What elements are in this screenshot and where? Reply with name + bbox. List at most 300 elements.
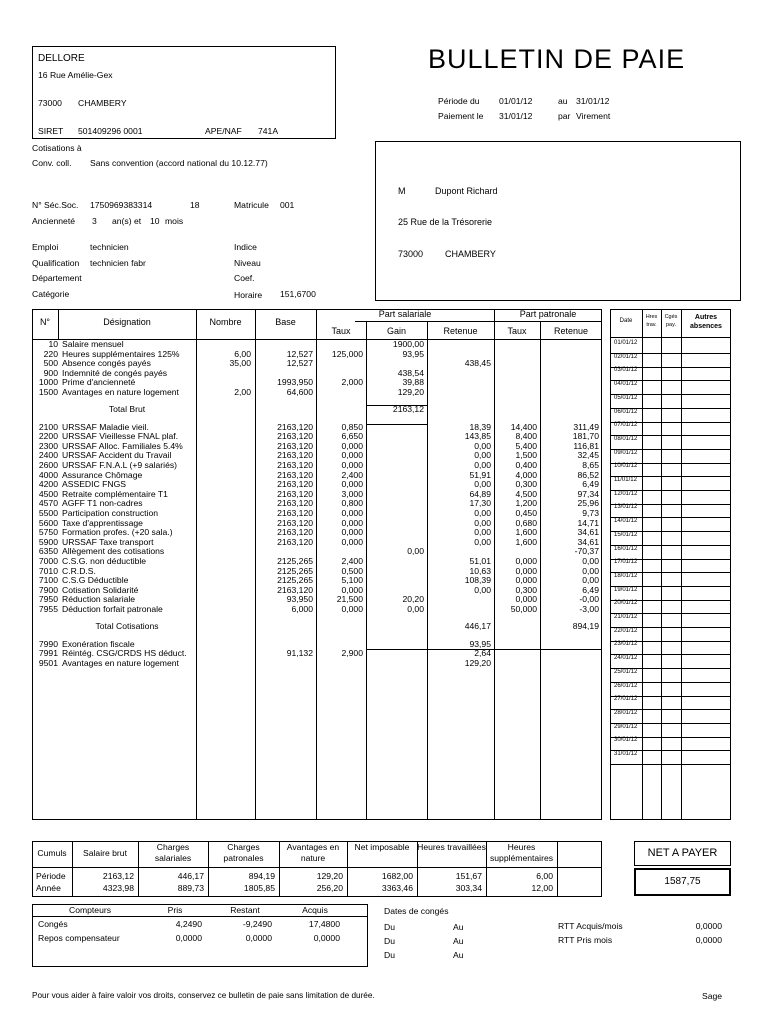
cumuls-value: 1805,85: [243, 883, 275, 893]
cell-taux: 21,500: [336, 594, 363, 605]
col-gain: Gain: [386, 326, 406, 336]
cell-n: 7955: [38, 604, 58, 614]
table-row: [0, 479, 600, 489]
cumuls-value: 6,00: [536, 871, 553, 881]
cell-base: 12,527: [286, 348, 313, 359]
qualif-label: Qualification: [32, 258, 80, 268]
cell-base: 2125,265: [277, 565, 313, 576]
calendar-date: 06/01/12: [614, 408, 638, 415]
cumuls-header: Salaire brut: [83, 848, 127, 858]
cell-gain: 438,54: [397, 367, 424, 378]
cell-n: 7950: [38, 594, 58, 605]
horaire-value: 151,6700: [280, 289, 316, 299]
compteurs-label: Repos compensateur: [38, 933, 120, 943]
cell-ret: 0,00: [474, 536, 491, 547]
calendar-date: 24/01/12: [614, 655, 638, 662]
cell-taux: 0,000: [341, 517, 363, 528]
cell-base: 2163,120: [277, 584, 313, 595]
cell-ret: 129,20: [464, 657, 491, 668]
conges-au-2: Au: [453, 936, 464, 946]
cell-d: AGFF T1 non-cadres: [62, 498, 143, 509]
cell-d: Absence congés payés: [62, 358, 151, 369]
cumuls-header: Charges salariales: [154, 842, 192, 863]
conges-du-2: Du: [384, 936, 395, 946]
cell-d: URSSAF Accident du Travail: [62, 450, 172, 461]
cell-taux: 2,900: [341, 648, 363, 659]
table-row: [0, 508, 600, 518]
calendar-date: 08/01/12: [614, 435, 638, 442]
cumuls-header: Cumuls: [37, 848, 67, 858]
cell-rp: 894,19: [572, 620, 599, 631]
cell-tp: 0,300: [515, 584, 537, 595]
cell-n: 1000: [38, 377, 58, 388]
cumuls-value: 1682,00: [381, 871, 413, 881]
compteurs-header: Compteurs: [68, 905, 112, 915]
calendar-date: 20/01/12: [614, 600, 638, 607]
calendar-date: 01/01/12: [614, 340, 638, 346]
anciennete-label: Ancienneté: [32, 216, 76, 226]
cumuls-value: 446,17: [177, 871, 204, 881]
cell-base: 2163,120: [277, 440, 313, 451]
cell-n: 1500: [38, 387, 58, 397]
cell-base: 2163,120: [277, 460, 313, 470]
cell-n: 7990: [38, 638, 58, 649]
cell-n: 7991: [38, 648, 58, 659]
cell-n: 4000: [38, 469, 58, 480]
cumuls-value: 3363,46: [381, 883, 413, 893]
cumuls-value: 4323,98: [102, 883, 134, 893]
table-row: [0, 368, 600, 378]
cumuls-row-label: Période: [36, 871, 66, 881]
compteurs-header: Acquis: [302, 905, 328, 915]
table-row: [0, 387, 600, 397]
periode-au-label: au: [558, 96, 568, 106]
cell-taux: 0,500: [341, 565, 363, 576]
cell-rp: 6,49: [582, 479, 599, 490]
paiement-mode: Virement: [576, 111, 611, 121]
cell-ret: 0,00: [474, 517, 491, 528]
cell-taux: 125,000: [331, 348, 363, 359]
col-retenue-patronale: Retenue: [553, 326, 589, 336]
cell-n: 2200: [38, 431, 58, 442]
categorie-label: Catégorie: [32, 289, 70, 299]
cell-rp: -0,00: [579, 594, 599, 605]
cell-ret: 108,39: [464, 575, 491, 586]
cell-gain: 1900,00: [392, 339, 424, 349]
table-row: [0, 658, 600, 668]
cell-base: 6,000: [291, 604, 313, 614]
cumuls-header: Heures supplémentaires: [489, 842, 554, 863]
cell-tp: 0,450: [515, 508, 537, 518]
conv-label: Conv. coll.: [32, 158, 72, 168]
cell-n: 2400: [38, 450, 58, 461]
paiement-par-label: par: [558, 111, 571, 121]
matricule-value: 001: [280, 200, 295, 210]
cell-d: Assurance Chômage: [62, 469, 143, 480]
cell-rp: 25,96: [577, 498, 599, 509]
cell-tp: 5,400: [515, 440, 537, 451]
cell-base: 2163,120: [277, 469, 313, 480]
cell-taux: 0,000: [341, 440, 363, 451]
secsoc-key: 18: [190, 200, 200, 210]
cumuls-value: 303,34: [455, 883, 482, 893]
cell-tp: 1,600: [515, 527, 537, 538]
coef-label: Coef.: [234, 273, 255, 283]
cell-base: 2163,120: [277, 527, 313, 538]
cell-tp: 14,400: [510, 421, 537, 432]
cumuls-header: Avantages en nature: [286, 842, 340, 863]
cell-tp: 0,000: [515, 556, 537, 566]
col-nombre: Nombre: [209, 317, 242, 327]
cell-d: Taxe d'apprentissage: [62, 517, 143, 528]
cell-ret: 18,39: [469, 421, 491, 432]
cell-d: Total Cotisations: [95, 620, 159, 631]
table-row: [0, 556, 600, 566]
cell-d: Déduction forfait patronale: [62, 604, 163, 614]
table-row: [0, 585, 600, 595]
cell-base: 64,600: [286, 387, 313, 397]
matricule-label: Matricule: [234, 200, 269, 210]
cell-rp: 14,71: [577, 517, 599, 528]
col-taux-patronal: Taux: [507, 326, 527, 336]
cal-cges-label: Cgés pay.: [664, 314, 678, 328]
calendar-date: 07/01/12: [614, 422, 638, 429]
table-row: [0, 441, 600, 451]
cell-taux: 0,850: [341, 421, 363, 432]
cumuls-value: 12,00: [531, 883, 553, 893]
cell-ret: 51,01: [469, 556, 491, 566]
col-part-salariale: Part salariale: [378, 309, 432, 319]
mois-label: mois: [165, 216, 184, 226]
table-row: [0, 546, 600, 556]
cell-rp: -3,00: [579, 604, 599, 614]
cell-rp: 311,49: [573, 421, 599, 432]
cell-gain: 2163,12: [392, 403, 424, 414]
cell-base: 2163,120: [277, 498, 313, 509]
cell-d: Participation construction: [62, 508, 159, 518]
calendar-date: 09/01/12: [614, 449, 638, 456]
cell-d: C.S.G Déductible: [62, 575, 129, 586]
col-base: Base: [275, 317, 296, 327]
cell-tp: 4,000: [515, 469, 537, 480]
table-row: [0, 498, 600, 508]
cell-gain: 0,00: [407, 604, 424, 614]
rtt-acquis-label: RTT Acquis/mois: [558, 921, 623, 931]
secsoc-value: 1750969383314: [90, 200, 153, 210]
table-row: [0, 648, 600, 658]
cell-taux: 0,800: [341, 498, 363, 509]
cell-n: 9501: [38, 657, 58, 668]
cumuls-value: 894,19: [248, 871, 275, 881]
col-num: N°: [39, 317, 51, 327]
apenaf-label: APE/NAF: [205, 126, 242, 136]
cell-taux: 0,000: [341, 450, 363, 461]
siret-label: SIRET: [38, 126, 64, 136]
cumuls-value: 129,20: [316, 871, 343, 881]
table-row: [0, 537, 600, 547]
apenaf-value: 741A: [258, 126, 279, 136]
cell-taux: 2,400: [341, 469, 363, 480]
cell-gain: 39,88: [402, 377, 424, 388]
rtt-pris-label: RTT Pris mois: [558, 935, 613, 945]
cell-n: 7000: [38, 556, 58, 566]
employee-address: 25 Rue de la Trésorerie: [398, 217, 493, 227]
rtt-pris-value: 0,0000: [695, 935, 722, 945]
table-row: [0, 460, 600, 470]
cell-base: 2163,120: [277, 431, 313, 442]
cell-base: 2125,265: [277, 575, 313, 586]
cell-base: 12,527: [286, 358, 313, 369]
cell-d: Retraite complémentaire T1: [62, 488, 168, 499]
conges-du-3: Du: [384, 950, 395, 960]
calendar-date: 25/01/12: [614, 668, 638, 675]
cell-d: Indemnité de congés payés: [62, 367, 168, 378]
cell-d: URSSAF F.N.A.L (+9 salariés): [62, 460, 178, 470]
cell-n: 5600: [38, 517, 58, 528]
net-value: 1587,75: [664, 876, 701, 887]
cumuls-value: 256,20: [316, 883, 343, 893]
cell-taux: 2,400: [341, 556, 363, 566]
col-retenue: Retenue: [443, 326, 478, 336]
cell-tp: 1,500: [515, 450, 537, 461]
emploi-value: technicien: [90, 242, 129, 252]
cell-d: URSSAF Maladie vieil.: [62, 421, 149, 432]
table-row: [0, 339, 600, 349]
cell-tp: 0,000: [515, 575, 537, 586]
cell-nb: 6,00: [234, 348, 251, 359]
compteurs-acquis: 0,0000: [313, 933, 340, 943]
cell-taux: 0,000: [341, 536, 363, 547]
cell-d: Réduction salariale: [62, 594, 136, 605]
cell-n: 220: [43, 348, 58, 359]
calendar-date: 26/01/12: [614, 682, 638, 689]
cell-n: 7100: [38, 575, 58, 586]
cell-tp: 4,500: [515, 488, 537, 499]
cell-rp: 0,00: [582, 556, 599, 566]
cell-ret: 64,89: [469, 488, 491, 499]
anciennete-unit: an(s) et: [112, 216, 142, 226]
cell-taux: 5,100: [341, 575, 363, 586]
employee-name: Dupont Richard: [435, 186, 498, 196]
cell-rp: 97,34: [577, 488, 599, 499]
periode-from: 01/01/12: [499, 96, 533, 106]
table-row: [0, 639, 600, 649]
cotisations-label: Cotisations à: [32, 143, 82, 153]
calendar-date: 17/01/12: [614, 559, 638, 566]
employee-civ: M: [398, 186, 406, 196]
cell-rp: 116,81: [573, 440, 599, 451]
anciennete-value: 3: [92, 216, 97, 226]
cell-ret: 0,00: [474, 527, 491, 538]
cell-d: URSSAF Vieillesse FNAL plaf.: [62, 431, 179, 442]
conv-value: Sans convention (accord national du 10.12.77): [90, 158, 268, 168]
calendar-date: 19/01/12: [614, 586, 638, 593]
cell-tp: 8,400: [515, 431, 537, 442]
cell-rp: -70,37: [574, 546, 599, 557]
cell-taux: 0,000: [341, 479, 363, 490]
cell-base: 2163,120: [277, 536, 313, 547]
table-row: [0, 566, 600, 576]
cell-d: C.S.G. non déductible: [62, 556, 147, 566]
cell-n: 900: [43, 367, 58, 378]
cell-n: 4500: [38, 488, 58, 499]
cell-tp: 0,680: [515, 517, 537, 528]
col-designation: Désignation: [103, 317, 151, 327]
cell-gain: 0,00: [407, 546, 424, 557]
calendar-date: 15/01/12: [614, 531, 638, 538]
calendar-date: 04/01/12: [614, 381, 638, 388]
calendar-date: 10/01/12: [614, 463, 638, 470]
cell-d: Cotisation Solidarité: [62, 584, 139, 595]
compteurs-header: Pris: [167, 905, 183, 915]
compteurs-restant: 0,0000: [245, 933, 272, 943]
cell-base: 93,950: [286, 594, 313, 605]
cal-hres-label: Hres trav.: [645, 314, 658, 328]
table-row: [0, 604, 600, 614]
cell-base: 2163,120: [277, 479, 313, 490]
calendar-date: 14/01/12: [614, 518, 638, 525]
cumuls-value: 2163,12: [102, 871, 134, 881]
employee-city: CHAMBERY: [445, 249, 496, 259]
table-row: [0, 575, 600, 585]
cell-d: Total Brut: [108, 403, 146, 414]
cell-tp: 50,000: [510, 604, 537, 614]
cumuls-header: Heures travaillées: [417, 842, 486, 852]
cell-d: Heures supplémentaires 125%: [62, 348, 180, 359]
compteurs-pris: 4,2490: [175, 919, 202, 929]
cell-ret: 0,00: [474, 460, 491, 470]
calendar-date: 05/01/12: [614, 394, 638, 401]
calendar-date: 13/01/12: [614, 504, 638, 511]
cell-d: ASSEDIC FNGS: [62, 479, 126, 490]
cal-cges-header: [661, 313, 681, 329]
table-row: [0, 431, 600, 441]
cell-d: Prime d'ancienneté: [62, 377, 136, 388]
cal-hres-header: [642, 313, 661, 329]
table-row: [0, 594, 600, 604]
calendar-date: 22/01/12: [614, 627, 638, 634]
conges-du-1: Du: [384, 922, 395, 932]
siret-value: 501409296 0001: [78, 126, 143, 136]
cell-rp: 0,00: [582, 575, 599, 586]
cell-d: Allègement des cotisations: [62, 546, 165, 557]
cell-gain: 93,95: [402, 348, 424, 359]
conges-au-1: Au: [453, 922, 464, 932]
cell-base: 2163,120: [277, 517, 313, 528]
table-row: [0, 422, 600, 432]
cell-ret: 143,85: [464, 431, 491, 442]
table-row: [0, 621, 600, 631]
table-row: [0, 518, 600, 528]
cell-tp: 0,000: [515, 594, 537, 605]
cal-autres-label: Autres absences: [690, 314, 722, 330]
cell-base: 2163,120: [277, 421, 313, 432]
mois-value: 10: [150, 216, 160, 226]
cell-d: Exonération fiscale: [62, 638, 135, 649]
cumuls-row-label: Année: [36, 883, 61, 893]
compteurs-label: Congés: [38, 919, 68, 929]
horaire-label: Horaire: [234, 290, 263, 300]
periode-to: 31/01/12: [576, 96, 610, 106]
cumuls-value: 151,67: [455, 871, 482, 881]
cell-rp: 6,49: [582, 584, 599, 595]
calendar-date: 28/01/12: [614, 709, 638, 716]
compteurs-header: Restant: [230, 905, 260, 915]
cell-base: 1993,950: [277, 377, 313, 388]
cell-rp: 34,61: [577, 527, 599, 538]
cell-tp: 0,400: [515, 460, 537, 470]
employer-postcode: 73000: [38, 98, 62, 108]
cell-n: 4570: [38, 498, 58, 509]
cell-base: 2163,120: [277, 488, 313, 499]
cell-ret: 51,91: [469, 469, 491, 480]
cell-n: 5900: [38, 536, 58, 547]
table-row: [0, 358, 600, 368]
table-row: [0, 349, 600, 359]
calendar-date: 02/01/12: [614, 353, 638, 360]
cell-d: Réintég. CSG/CRDS HS déduct.: [62, 648, 187, 659]
cal-autres-header: [681, 313, 731, 331]
cell-d: URSSAF Taxe transport: [62, 536, 154, 547]
conges-au-3: Au: [453, 950, 464, 960]
calendar-date: 03/01/12: [614, 367, 638, 374]
cell-ret: 0,00: [474, 584, 491, 595]
cell-base: 2163,120: [277, 508, 313, 518]
compteurs-acquis: 17,4800: [308, 919, 340, 929]
cell-n: 5500: [38, 508, 58, 518]
cell-n: 10: [48, 339, 58, 349]
cell-taux: 3,000: [341, 488, 363, 499]
cell-tp: 0,300: [515, 479, 537, 490]
cell-rp: 0,00: [582, 565, 599, 576]
cell-rp: 34,61: [577, 536, 599, 547]
cell-ret: 0,00: [474, 440, 491, 451]
indice-label: Indice: [234, 242, 257, 252]
cell-d: C.R.D.S.: [62, 565, 96, 576]
table-row: [0, 470, 600, 480]
cell-rp: 9,73: [582, 508, 599, 518]
cell-ret: 2,64: [474, 648, 491, 659]
calendar-date: 21/01/12: [614, 614, 638, 620]
cumuls-header: Net imposable: [354, 842, 410, 852]
cell-taux: 0,000: [341, 460, 363, 470]
table-row: [0, 489, 600, 499]
cell-n: 500: [43, 358, 58, 369]
cell-ret: 10,63: [469, 565, 491, 576]
cell-n: 2100: [38, 421, 58, 432]
footer-note: Pour vous aider à faire valoir vos droits, conservez ce bulletin de paie sans limitation de durée.: [32, 991, 375, 1000]
table-row: [0, 450, 600, 460]
cell-rp: 8,65: [582, 460, 599, 470]
employee-postcode: 73000: [398, 249, 424, 259]
col-taux: Taux: [331, 326, 351, 336]
cell-rp: 86,52: [577, 469, 599, 480]
cell-nb: 2,00: [234, 387, 251, 397]
periode-label: Période du: [438, 96, 480, 106]
cumuls-value: 889,73: [177, 883, 204, 893]
compteurs-pris: 0,0000: [175, 933, 202, 943]
cell-base: 2125,265: [277, 556, 313, 566]
emploi-label: Emploi: [32, 242, 59, 252]
cell-n: 7900: [38, 584, 58, 595]
niveau-label: Niveau: [234, 258, 261, 268]
calendar-date: 16/01/12: [614, 545, 638, 552]
cell-nb: 35,00: [229, 358, 251, 369]
departement-label: Département: [32, 273, 82, 283]
cell-d: Avantages en nature logement: [62, 387, 179, 397]
cell-ret: 446,17: [464, 620, 491, 631]
employer-address: 16 Rue Amélie-Gex: [38, 70, 113, 80]
